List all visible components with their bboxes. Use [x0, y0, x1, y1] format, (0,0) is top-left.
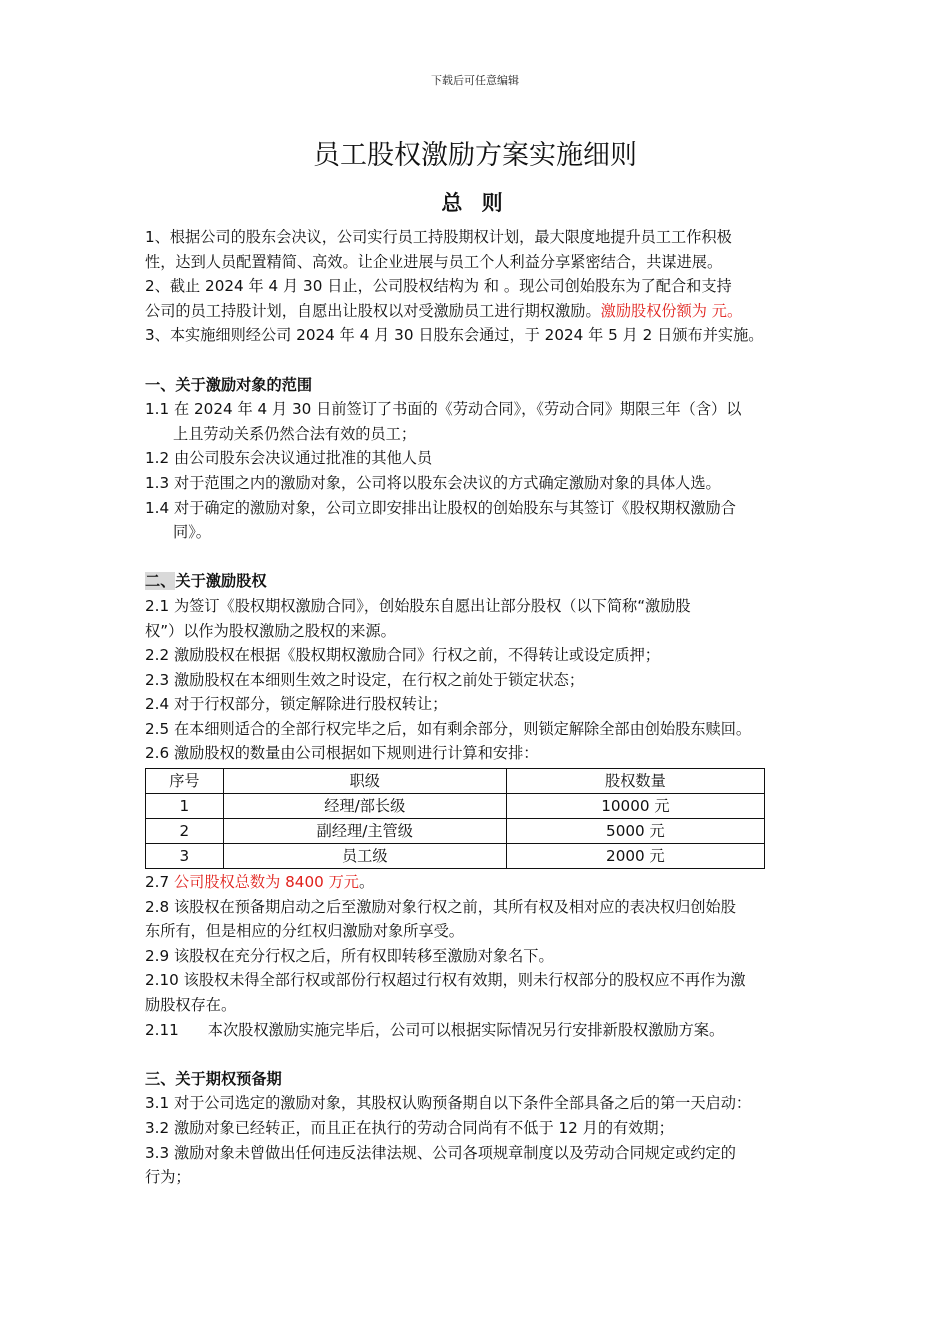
table-header-row: [146, 769, 765, 794]
clause-3-1: 3.1 对于公司选定的激励对象，其股权认购预备期自以下条件全部具备之后的第一天启动：: [145, 1094, 752, 1113]
table-cell: 3: [146, 844, 224, 869]
clause-3-2: 3.2 激励对象已经转正，而且正在执行的劳动合同尚有不低于 12 月的有效期；: [145, 1119, 674, 1137]
clause-2-4: 2.4 对于行权部分，锁定解除进行股权转让；: [145, 695, 448, 714]
clause-2-7-suffix: 。: [358, 873, 375, 892]
general-paragraph-2-text: 公司的员工持股计划，自愿出让股权以对受激励员工进行期权激励。: [145, 301, 601, 320]
section-1-heading: 一、关于激励对象的范围: [145, 375, 313, 394]
table-header-cell: 序号: [146, 769, 224, 794]
table-cell: 副经理/主管级: [223, 819, 506, 844]
clause-2-10-line-2: 励股权存在。: [145, 996, 237, 1015]
table-cell: 10000 元: [506, 794, 764, 819]
table-cell: 2: [146, 819, 224, 844]
clause-1-4-line-1: 1.4 对于确定的激励对象，公司立即安排出让股权的创始股东与其签订《股权期权激励合: [145, 498, 736, 517]
clause-2-7: [145, 870, 815, 895]
section-3-heading: 三、关于期权预备期: [145, 1069, 282, 1088]
table-cell: 员工级: [223, 844, 506, 869]
section-2-heading: [145, 569, 815, 594]
clause-1-1-line-2: 上且劳动关系仍然合法有效的员工；: [173, 424, 416, 443]
clause-3-3-line-1: 3.3 激励对象未曾做出任何违反法律法规、公司各项规章制度以及劳动合同规定或约定的: [145, 1143, 736, 1162]
general-paragraph-3: 3、本实施细则经公司 2024 年 4 月 30 日股东会通过，于 2024 年 5 月 2 日颁布并实施。: [145, 326, 764, 345]
clause-1-1-line-1: 1.1 在 2024 年 4 月 30 日前签订了书面的《劳动合同》，《劳动合同》期限三年（含）以: [145, 400, 742, 419]
clause-2-7-number: 2.7: [145, 873, 174, 892]
general-paragraph-2-line-1: 2、截止 2024 年 4 月 30 日止，公司股权结构为 和 。现公司创始股东为了配合和支持: [145, 277, 732, 296]
clause-1-3: 1.3 对于范围之内的激励对象，公司将以股东会决议的方式确定激励对象的具体人选。: [145, 473, 721, 492]
clause-1-4-line-2: 同》。: [173, 523, 211, 542]
document-body: [145, 225, 815, 1190]
incentive-share-amount: 激励股权份额为 元。: [600, 301, 743, 320]
clause-1-2: 1.2 由公司股东会决议通过批准的其他人员: [145, 449, 433, 468]
equity-allocation-table: [145, 768, 765, 869]
clause-2-11: 2.11 本次股权激励实施完毕后，公司可以根据实际情况另行安排新股权激励方案。: [145, 1020, 725, 1039]
clause-3-3-line-2: 行为；: [145, 1168, 191, 1187]
clause-2-1-line-2: 权”）以作为股权激励之股权的来源。: [145, 621, 396, 640]
general-paragraph-2-line-2: [145, 299, 815, 324]
section-2-heading-text: 关于激励股权: [175, 572, 267, 591]
clause-2-8-line-2: 东所有，但是相应的分红权归激励对象所享受。: [145, 922, 464, 941]
clause-2-9: 2.9 该股权在充分行权之后，所有权即转移至激励对象名下。: [145, 946, 554, 965]
table-header-cell: 股权数量: [506, 769, 764, 794]
page-title: 员工股权激励方案实施细则: [313, 140, 637, 171]
clause-2-6: 2.6 激励股权的数量由公司根据如下规则进行计算和安排：: [145, 744, 539, 763]
clause-2-10-line-1: 2.10 该股权未得全部行权或部份行权超过行权有效期，则未行权部分的股权应不再作为激: [145, 971, 746, 990]
table-cell: 2000 元: [506, 844, 764, 869]
clause-2-5: 2.5 在本细则适合的全部行权完毕之后，如有剩余部分，则锁定解除全部由创始股东赎回。: [145, 719, 752, 738]
section-2-heading-number: 二、: [145, 572, 176, 591]
general-paragraph-1-line-1: 1、根据公司的股东会决议，公司实行员工持股期权计划，最大限度地提升员工工作积极: [145, 228, 732, 246]
table-cell: 经理/部长级: [223, 794, 506, 819]
clause-2-1-line-1: 2.1 为签订《股权期权激励合同》，创始股东自愿出让部分股权（以下简称“激励股: [145, 596, 691, 615]
table-row: [146, 794, 765, 819]
total-equity-amount: 公司股权总数为 8400 万元: [173, 873, 359, 892]
table-cell: 1: [146, 794, 224, 819]
clause-2-8-line-1: 2.8 该股权在预备期启动之后至激励对象行权之前，其所有权及相对应的表决权归创始股: [145, 897, 736, 916]
table-row: [146, 819, 765, 844]
general-paragraph-1-line-2: 性，达到人员配置精简、高效。让企业进展与员工个人利益分享紧密结合，共谋进展。: [145, 252, 723, 271]
clause-2-3: 2.3 激励股权在本细则生效之时设定，在行权之前处于锁定状态；: [145, 670, 585, 689]
clause-2-2: 2.2 激励股权在根据《股权期权激励合同》行权之前，不得转让或设定质押；: [145, 646, 660, 665]
general-heading: 总 则: [441, 191, 509, 215]
table-header-cell: 职级: [223, 769, 506, 794]
table-row: [146, 844, 765, 869]
table-cell: 5000 元: [506, 819, 764, 844]
header-note: 下载后可任意编辑: [431, 74, 519, 87]
